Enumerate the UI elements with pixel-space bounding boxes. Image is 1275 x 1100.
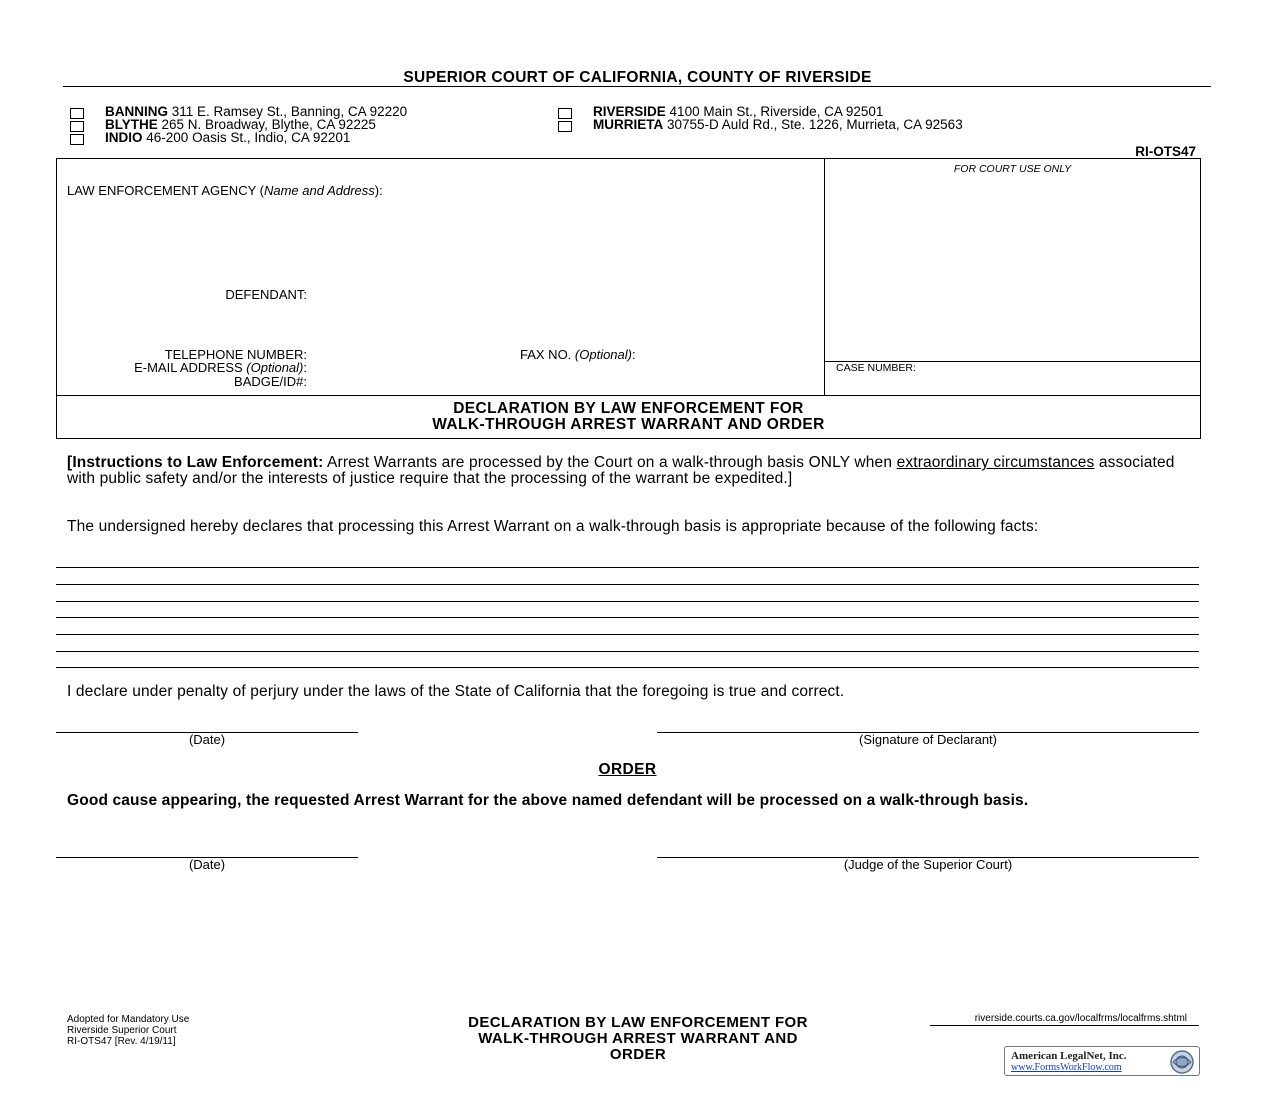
fact-line[interactable] bbox=[56, 617, 1199, 618]
location-blythe: BLYTHE 265 N. Broadway, Blythe, CA 92225 bbox=[105, 117, 376, 132]
banning-checkbox[interactable] bbox=[70, 108, 84, 119]
case-number-label: CASE NUMBER: bbox=[836, 362, 916, 374]
location-murrieta: MURRIETA 30755-D Auld Rd., Ste. 1226, Murrieta, CA 92563 bbox=[593, 117, 963, 132]
court-title: SUPERIOR COURT OF CALIFORNIA, COUNTY OF RIVERSIDE bbox=[403, 69, 872, 86]
brand-name: American LegalNet, Inc. bbox=[1011, 1050, 1127, 1062]
declarant-signature-caption: (Signature of Declarant) bbox=[858, 732, 997, 747]
footer-title: DECLARATION BY LAW ENFORCEMENT FOR WALK-THROUGH ARREST WARRANT AND ORDER bbox=[468, 1014, 808, 1063]
judge-signature-caption: (Judge of the Superior Court) bbox=[843, 857, 1013, 872]
american-legalnet-logo[interactable] bbox=[1004, 1046, 1200, 1076]
fact-line[interactable] bbox=[56, 651, 1199, 652]
fact-line[interactable] bbox=[56, 667, 1199, 668]
location-banning: BANNING 311 E. Ramsey St., Banning, CA 92220 bbox=[105, 104, 408, 119]
badge-label: BADGE/ID#: bbox=[234, 374, 307, 389]
form-id: RI-OTS47 bbox=[1135, 144, 1196, 159]
fact-line[interactable] bbox=[56, 567, 1199, 568]
form-title-line1: DECLARATION BY LAW ENFORCEMENT FOR bbox=[453, 400, 804, 417]
blythe-checkbox[interactable] bbox=[70, 121, 84, 132]
order-heading: ORDER bbox=[598, 761, 657, 778]
footer-rule bbox=[930, 1025, 1199, 1026]
globe-icon bbox=[1169, 1049, 1195, 1075]
location-indio: INDIO 46-200 Oasis St., Indio, CA 92201 bbox=[105, 130, 351, 145]
title-rule bbox=[63, 86, 1211, 87]
declaration-paragraph: The undersigned hereby declares that processing this Arrest Warrant on a walk-through basis is appropriate because of the following facts: bbox=[67, 518, 1039, 535]
perjury-statement: I declare under penalty of perjury under the laws of the State of California that the foregoing is true and correct. bbox=[67, 683, 845, 700]
fact-line[interactable] bbox=[56, 584, 1199, 585]
indio-checkbox[interactable] bbox=[70, 134, 84, 145]
court-use-label: FOR COURT USE ONLY bbox=[953, 163, 1072, 175]
instructions-paragraph: [Instructions to Law Enforcement: Arrest Warrants are processed by the Court on a walk-through basis ONLY when extraordinary circumstances associated with public safety and/or the interests of justice require that the processing of the warrant be expedited.] bbox=[67, 454, 1175, 487]
location-riverside: RIVERSIDE 4100 Main St., Riverside, CA 92501 bbox=[593, 104, 884, 119]
footer-url[interactable]: riverside.courts.ca.gov/localfrms/localfrms.shtml bbox=[974, 1013, 1187, 1024]
telephone-label: TELEPHONE NUMBER: bbox=[164, 347, 307, 362]
riverside-checkbox[interactable] bbox=[558, 108, 572, 119]
brand-url: www.FormsWorkFlow.com bbox=[1011, 1062, 1122, 1073]
agency-label: LAW ENFORCEMENT AGENCY (Name and Address): bbox=[67, 183, 383, 198]
order-date-caption: (Date) bbox=[188, 857, 226, 872]
murrieta-checkbox[interactable] bbox=[558, 121, 572, 132]
form-title-line2: WALK-THROUGH ARREST WARRANT AND ORDER bbox=[432, 416, 825, 433]
order-text: Good cause appearing, the requested Arrest Warrant for the above named defendant will be processed on a walk-through basis. bbox=[67, 792, 1029, 809]
fax-label: FAX NO. (Optional): bbox=[520, 347, 636, 362]
fact-line[interactable] bbox=[56, 601, 1199, 602]
fact-line[interactable] bbox=[56, 634, 1199, 635]
header-title-rule bbox=[56, 395, 1201, 396]
defendant-label: DEFENDANT: bbox=[225, 287, 307, 302]
email-label: E-MAIL ADDRESS (Optional): bbox=[134, 360, 307, 375]
footer-adopted: Adopted for Mandatory Use Riverside Superior Court RI-OTS47 [Rev. 4/19/11] bbox=[67, 1014, 190, 1047]
date-caption: (Date) bbox=[188, 732, 226, 747]
